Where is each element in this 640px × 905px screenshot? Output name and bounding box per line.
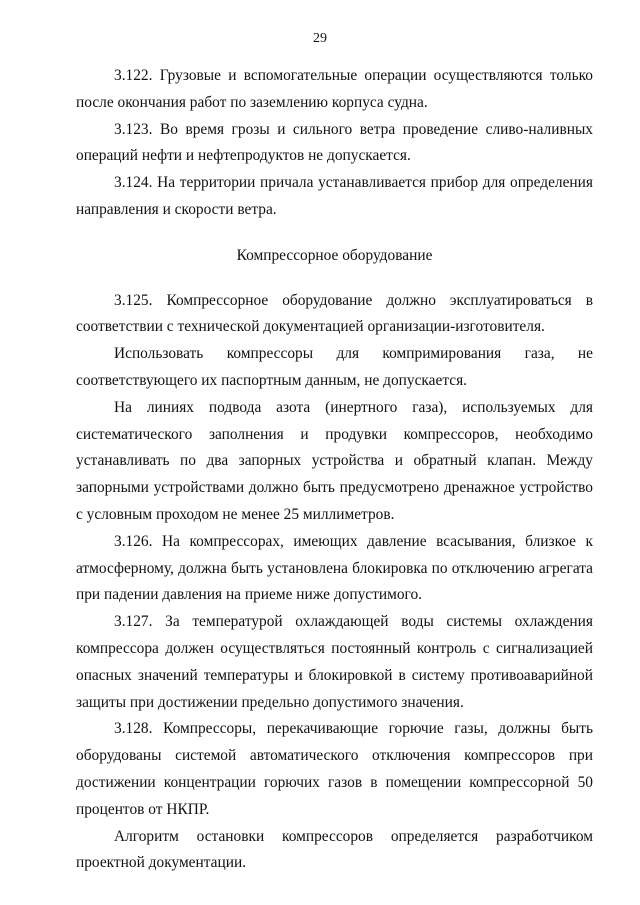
paragraph-3-127: 3.127. За температурой охлаждающей воды системы охлаждения компрессора должен осуществляться постоянный контроль с сигнализацией опасных значений температуры и блокировкой в систему противоаварийной защиты при достижении предельно допустимого значения. [76,613,593,711]
paragraph-3-128: 3.128. Компрессоры, перекачивающие горючие газы, должны быть оборудованы системой автоматического отключения компрессоров при достижении концентрации горючих газов в помещении компрессорной 50 процентов от НКПР. [76,720,593,818]
paragraph-3-125: 3.125. Компрессорное оборудование должно эксплуатироваться в соответствии с технической документацией организации-изготовителя. [76,291,593,336]
paragraph-3-124: 3.124. На территории причала устанавливается прибор для определения направления и скорости ветра. [76,174,593,218]
paragraph-3-126: 3.126. На компрессорах, имеющих давление всасывания, близкое к атмосферному, должна быть установлена блокировка по отключению агрегата при падении давления на приеме ниже допустимого. [76,532,593,604]
section-heading: Компрессорное оборудование [236,246,433,264]
document-body [76,63,593,877]
paragraph-compressor-use: Использовать компрессоры для компримирования газа, не соответствующего их паспортным данным, не допускается. [76,345,593,389]
paragraph-3-122: 3.122. Грузовые и вспомогательные операции осуществляются только после окончания работ по заземлению корпуса судна. [76,67,593,111]
paragraph-3-123: 3.123. Во время грозы и сильного ветра проведение сливо-наливных операций нефти и нефтепродуктов не допускается. [76,120,593,165]
paragraph-nitrogen-lines: На линиях подвода азота (инертного газа), используемых для систематического заполнения и продувки компрессоров, необходимо устанавливать по два запорных устройства и обратный клапан. Между запорными устройствами должно быть предусмотрено дренажное устройство с условным проходом не менее 25 миллиметров. [76,398,593,523]
page-number: 29 [313,31,327,46]
paragraph-algorithm: Алгоритм остановки компрессоров определяется разработчиком проектной документации. [76,827,593,872]
